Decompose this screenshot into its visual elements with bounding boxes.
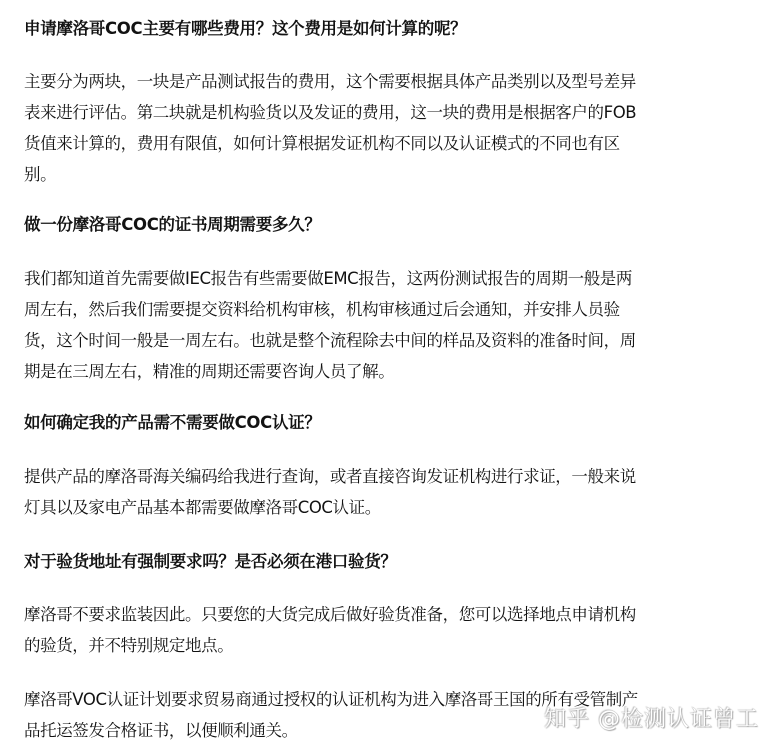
section-heading-cycle: 做一份摩洛哥COC的证书周期需要多久？: [24, 215, 321, 234]
section-paragraph-fees: [24, 66, 724, 190]
section-heading-requirement: 如何确定我的产品需不需要做COC认证？: [24, 413, 321, 432]
paragraph-line: 周左右，然后我们需要提交资料给机构审核，机构审核通过后会通知，并安排人员验: [24, 300, 620, 319]
paragraph-line: 品托运签发合格证书，以便顺利通关。: [24, 721, 298, 740]
paragraph-line: 主要分为两块，一块是产品测试报告的费用，这个需要根据具体产品类别以及型号差异: [24, 72, 636, 91]
section-paragraph-cycle: [24, 263, 724, 387]
paragraph-line: 提供产品的摩洛哥海关编码给我进行查询，或者直接咨询发证机构进行求证，一般来说: [24, 467, 636, 486]
section-heading-fees: 申请摩洛哥COC主要有哪些费用？这个费用是如何计算的呢？: [24, 19, 467, 38]
paragraph-line: 表来进行评估。第二块就是机构验货以及发证的费用，这一块的费用是根据客户的FOB: [24, 103, 637, 122]
section-paragraph-requirement: [24, 461, 724, 523]
paragraph-line: 期是在三周左右，精准的周期还需要咨询人员了解。: [24, 362, 395, 381]
paragraph-line: 灯具以及家电产品基本都需要做摩洛哥COC认证。: [24, 498, 381, 517]
section-heading-inspection: 对于验货地址有强制要求吗？是否必须在港口验货？: [24, 552, 397, 571]
paragraph-line: 的验货，并不特别规定地点。: [24, 636, 234, 655]
zhihu-watermark: 知乎 @检测认证曾工: [544, 707, 759, 732]
section-paragraph-inspection: [24, 599, 724, 661]
paragraph-line: 货值来计算的，费用有限值，如何计算根据发证机构不同以及认证模式的不同也有区: [24, 134, 620, 153]
paragraph-line: 别。: [24, 165, 57, 184]
paragraph-line: 摩洛哥VOC认证计划要求贸易商通过授权的认证机构为进入摩洛哥王国的所有受管制产: [24, 690, 638, 709]
paragraph-line: 摩洛哥不要求监装因此。只要您的大货完成后做好验货准备，您可以选择地点申请机构: [24, 605, 636, 624]
paragraph-line: 货，这个时间一般是一周左右。也就是整个流程除去中间的样品及资料的准备时间，周: [24, 331, 636, 350]
paragraph-line: 我们都知道首先需要做IEC报告有些需要做EMC报告，这两份测试报告的周期一般是两: [24, 269, 632, 288]
